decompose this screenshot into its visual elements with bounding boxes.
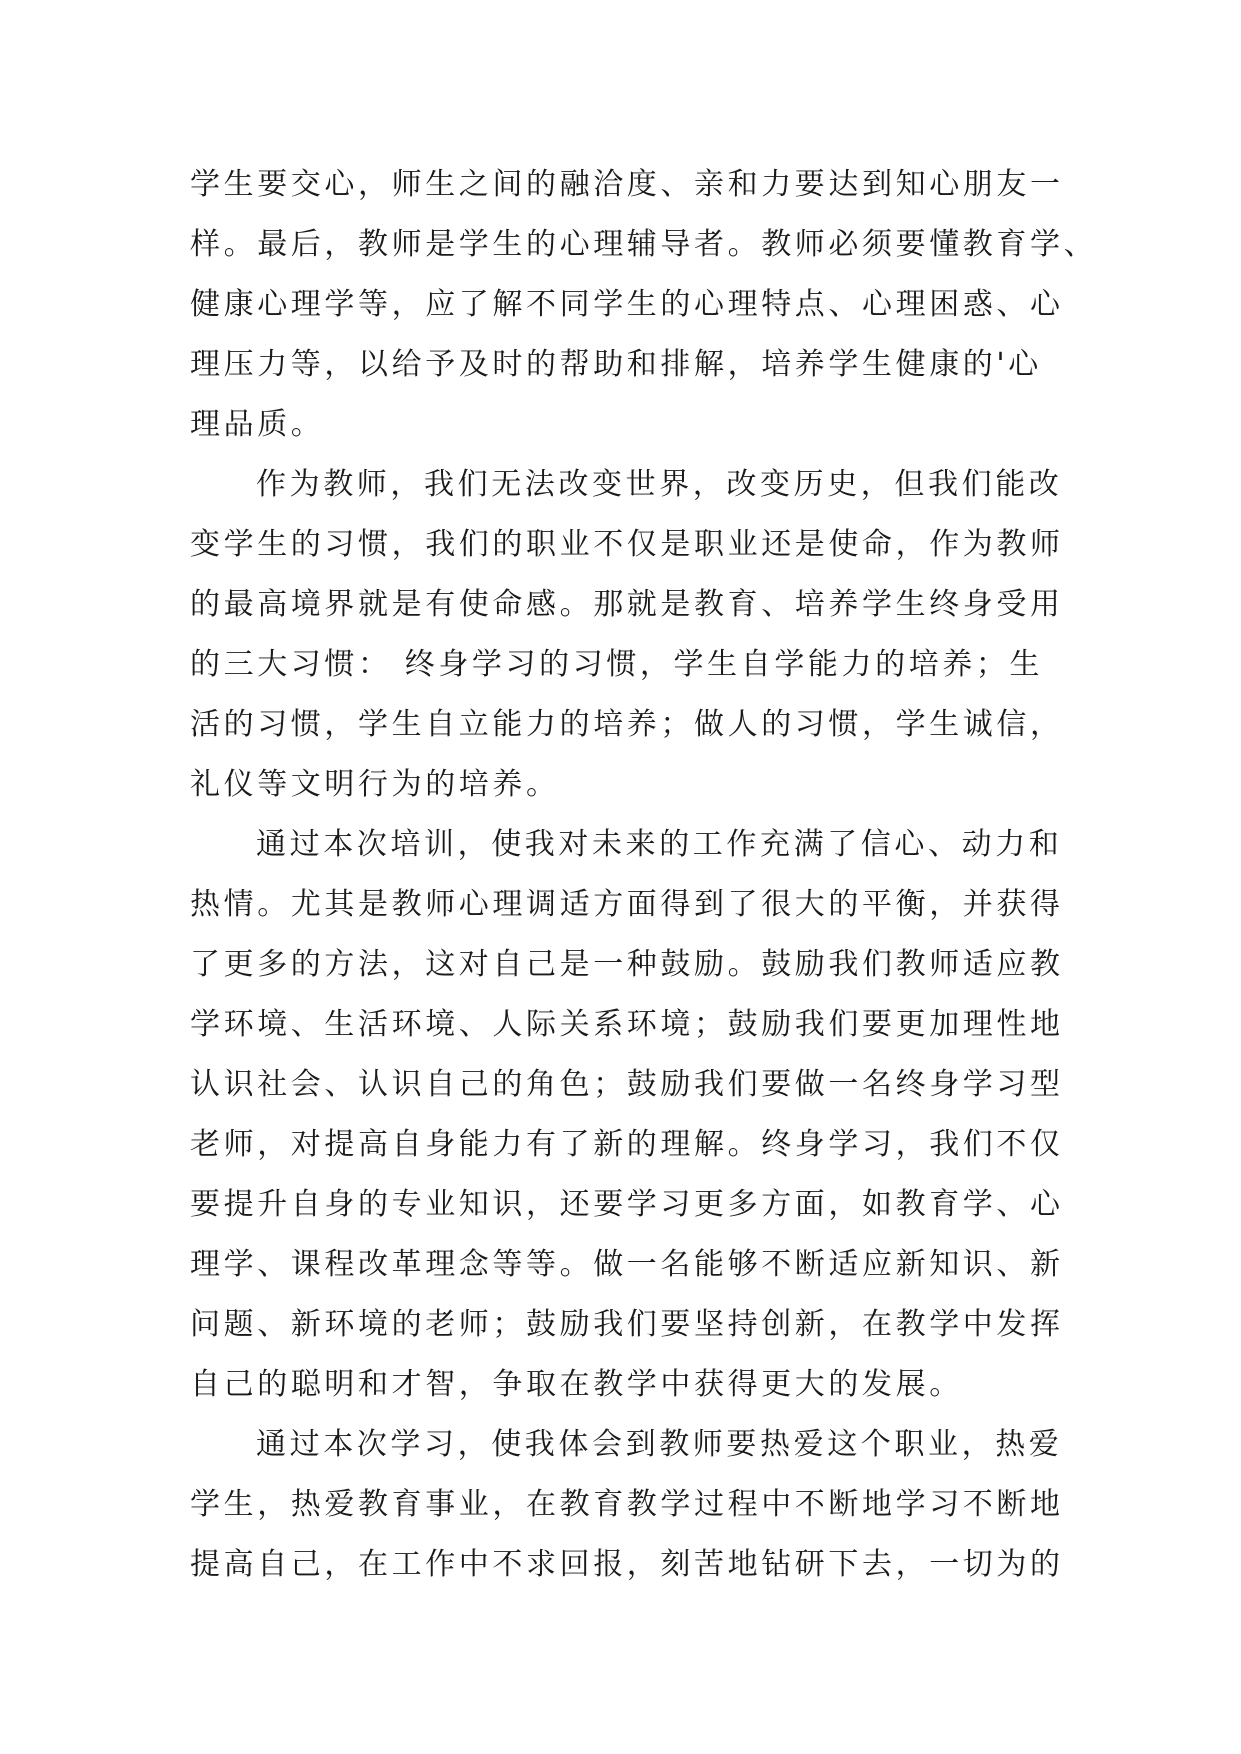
text-line: 礼仪等文明行为的培养。: [190, 767, 560, 802]
text-line: 学生要交心，师生之间的融洽度、亲和力要达到知心朋友一: [190, 167, 1064, 202]
text-line: 了更多的方法，这对自己是一种鼓励。鼓励我们教师适应教: [190, 947, 1064, 982]
text-line: 作为教师，我们无法改变世界，改变历史，但我们能改: [256, 467, 1063, 502]
text-line: 问题、新环境的老师；鼓励我们要坚持创新，在教学中发挥: [190, 1307, 1064, 1342]
text-line: 的最高境界就是有使命感。那就是教育、培养学生终身受用: [190, 587, 1064, 622]
text-line: 认识社会、认识自己的角色；鼓励我们要做一名终身学习型: [190, 1067, 1064, 1102]
text-line: 热情。尤其是教师心理调适方面得到了很大的平衡，并获得: [190, 887, 1064, 922]
text-line: 自己的聪明和才智，争取在教学中获得更大的发展。: [190, 1367, 963, 1402]
text-line: 学环境、生活环境、人际关系环境；鼓励我们要更加理性地: [190, 1007, 1064, 1042]
text-line: 理学、课程改革理念等等。做一名能够不断适应新知识、新: [190, 1247, 1064, 1282]
text-line: 通过本次培训，使我对未来的工作充满了信心、动力和: [256, 827, 1063, 862]
text-line: 健康心理学等，应了解不同学生的心理特点、心理困惑、心: [190, 287, 1064, 322]
text-line: 的三大习惯： 终身学习的习惯，学生自学能力的培养；生: [190, 647, 1044, 682]
text-line: 理品质。: [190, 407, 325, 442]
text-line: 要提升自身的专业知识，还要学习更多方面，如教育学、心: [190, 1187, 1064, 1222]
text-line: 样。最后，教师是学生的心理辅导者。教师必须要懂教育学、: [190, 227, 1098, 262]
text-line: 活的习惯，学生自立能力的培养；做人的习惯，学生诚信，: [190, 707, 1064, 742]
text-line: 老师，对提高自身能力有了新的理解。终身学习，我们不仅: [190, 1127, 1064, 1162]
text-line: 学生，热爱教育事业，在教育教学过程中不断地学习不断地: [190, 1487, 1064, 1522]
text-line: 理压力等，以给予及时的帮助和排解，培养学生健康的'心: [190, 347, 1042, 382]
text-line: 通过本次学习，使我体会到教师要热爱这个职业，热爱: [256, 1427, 1063, 1462]
text-line: 变学生的习惯，我们的职业不仅是职业还是使命，作为教师: [190, 527, 1064, 562]
text-line: 提高自己，在工作中不求回报，刻苦地钻研下去，一切为的: [190, 1547, 1064, 1582]
